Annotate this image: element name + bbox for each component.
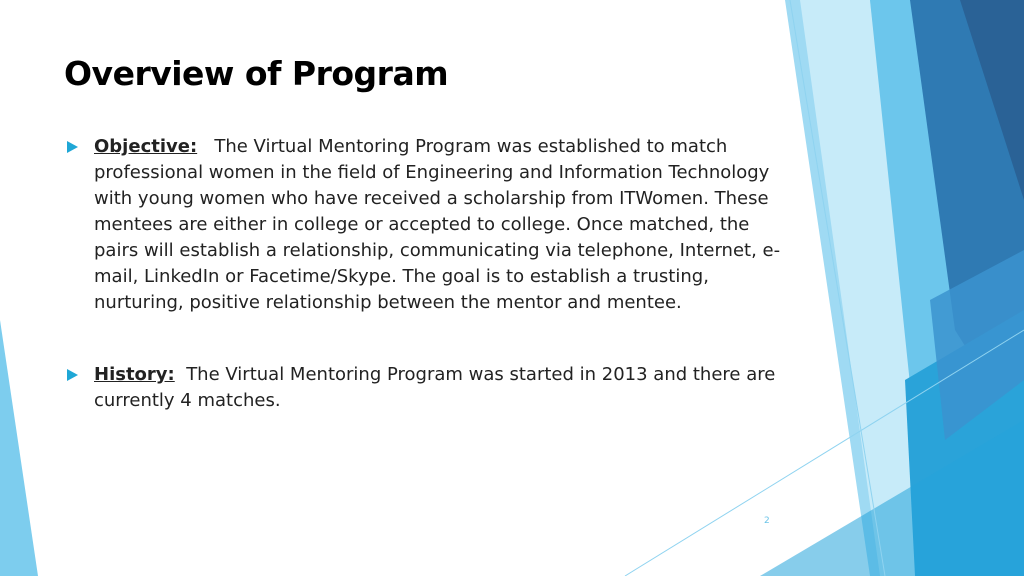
left-accent-shape <box>0 320 38 576</box>
bullet-history <box>64 362 784 414</box>
bullet-label: Objective: <box>94 136 198 157</box>
bullet-arrow-icon <box>67 369 78 381</box>
bullet-objective <box>64 134 784 316</box>
page-title: Overview of Program <box>64 54 449 93</box>
bullet-text: The Virtual Mentoring Program was established to match professional women in the field of Engineering and Information Technology with young women who have received a scholarship from ITWomen. These mentees are either in college or accepted to college. Once matched, the pairs will establish a relationship, communicating via telephone, Internet, e-mail, LinkedIn or Facetime/Skype. The goal is to establish a trusting, nurturing, positive relationship between the mentor and mentee. <box>94 136 781 313</box>
bullet-label: History: <box>94 364 175 385</box>
bullet-list <box>64 134 784 414</box>
page-number: 2 <box>764 516 770 526</box>
bullet-text: The Virtual Mentoring Program was started in 2013 and there are currently 4 matches. <box>94 364 776 411</box>
bullet-arrow-icon <box>67 141 78 153</box>
